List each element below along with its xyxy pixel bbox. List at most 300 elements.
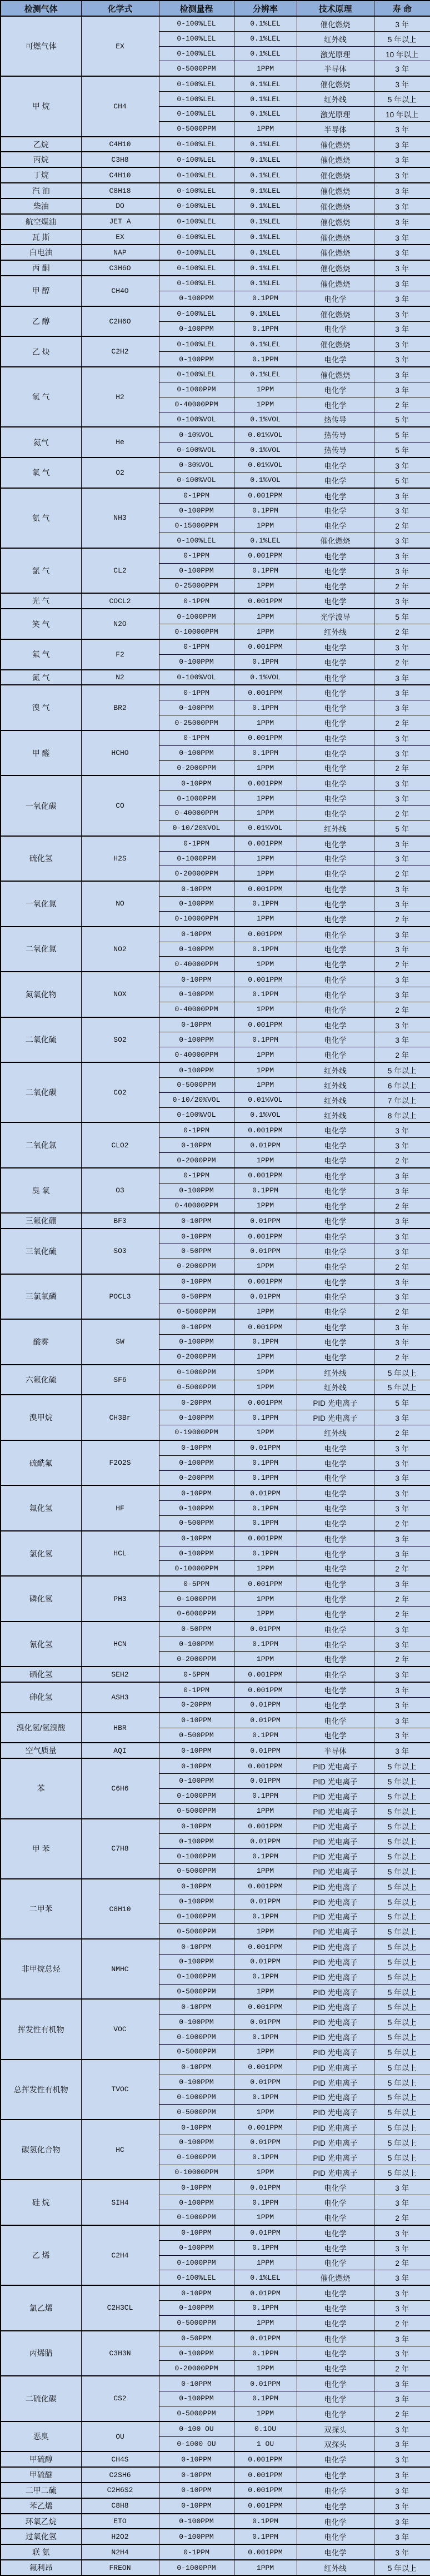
range-cell: 0-10PPM xyxy=(159,881,234,896)
resolution-cell: 0.1PPM xyxy=(234,1501,297,1516)
range-cell: 0-1000PPM xyxy=(159,382,234,397)
table-row xyxy=(1,1168,430,1183)
formula-cell: F2O2S xyxy=(81,1440,159,1485)
gas-name-cell: 硅 烷 xyxy=(1,2180,81,2225)
resolution-cell: 0.1%VOL xyxy=(234,473,297,488)
principle-cell: 电化学 xyxy=(297,745,374,760)
lifespan-cell: 5 年以上 xyxy=(374,92,430,107)
lifespan-cell: 3 年 xyxy=(374,367,430,382)
resolution-cell: 0.01PPM xyxy=(234,2285,297,2300)
table-row xyxy=(1,167,430,183)
principle-cell: PID 光电离子 xyxy=(297,1894,374,1909)
range-cell: 0-20PPM xyxy=(159,1697,234,1712)
formula-cell: C7H8 xyxy=(81,1819,159,1879)
principle-cell: 电化学 xyxy=(297,1259,374,1274)
table-row xyxy=(1,1319,430,1334)
range-cell: 0-10PPM xyxy=(159,2180,234,2195)
table-row xyxy=(1,245,430,260)
range-cell: 0-1000PPM xyxy=(159,2255,234,2270)
resolution-cell: 0.01PPM xyxy=(234,2331,297,2346)
lifespan-cell: 3 年 xyxy=(374,16,430,31)
range-cell: 0-25000PPM xyxy=(159,578,234,593)
lifespan-cell: 2 年 xyxy=(374,1561,430,1576)
formula-cell: PH3 xyxy=(81,1576,159,1621)
header-formula: 化学式 xyxy=(81,1,159,16)
principle-cell: 电化学 xyxy=(297,1440,374,1455)
principle-cell: 电化学 xyxy=(297,1515,374,1530)
gas-name-cell: 二甲二硫 xyxy=(1,2483,81,2498)
formula-cell: POCL3 xyxy=(81,1274,159,1319)
range-cell: 0-5000PPM xyxy=(159,121,234,136)
lifespan-cell: 3 年 xyxy=(374,533,430,548)
formula-cell: O3 xyxy=(81,1168,159,1213)
range-cell: 0-15000PPM xyxy=(159,518,234,533)
principle-cell: 热传导 xyxy=(297,412,374,427)
resolution-cell: 0.001PPM xyxy=(234,2483,297,2498)
formula-cell: NAP xyxy=(81,245,159,260)
resolution-cell: 0.001PPM xyxy=(234,2544,297,2560)
range-cell: 0-1000PPM xyxy=(159,1365,234,1380)
resolution-cell: 1PPM xyxy=(234,2255,297,2270)
principle-cell: 催化燃烧 xyxy=(297,276,374,291)
principle-cell: 热传导 xyxy=(297,427,374,442)
range-cell: 0-100%LEL xyxy=(159,2270,234,2285)
range-cell: 0-5000PPM xyxy=(159,2315,234,2330)
formula-cell: H2O2 xyxy=(81,2529,159,2544)
range-cell: 0-40000PPM xyxy=(159,397,234,412)
lifespan-cell: 3 年 xyxy=(374,1667,430,1682)
resolution-cell: 0.01%VOL xyxy=(234,820,297,836)
table-body xyxy=(1,16,430,2575)
principle-cell: PID 光电离子 xyxy=(297,2030,374,2045)
formula-cell: C8H18 xyxy=(81,183,159,198)
table-row xyxy=(1,1440,430,1455)
lifespan-cell: 2 年 xyxy=(374,1592,430,1607)
range-cell: 0-100PPM xyxy=(159,942,234,957)
formula-cell: VOC xyxy=(81,1999,159,2059)
principle-cell: 电化学 xyxy=(297,2285,374,2300)
range-cell: 0-10PPM xyxy=(159,927,234,942)
resolution-cell: 0.1%LEL xyxy=(234,230,297,245)
table-row xyxy=(1,670,430,685)
principle-cell: 电化学 xyxy=(297,518,374,533)
table-row xyxy=(1,457,430,473)
resolution-cell: 0.1%LEL xyxy=(234,167,297,183)
resolution-cell: 0.1PPM xyxy=(234,2514,297,2529)
gas-name-cell: 二氧化硫 xyxy=(1,1017,81,1062)
range-cell: 0-100PPM xyxy=(159,1955,234,1970)
range-cell: 0-100%LEL xyxy=(159,260,234,276)
range-cell: 0-100PPM xyxy=(159,2346,234,2361)
lifespan-cell: 5 年以上 xyxy=(374,1819,430,1834)
gas-name-cell: 汽 油 xyxy=(1,183,81,198)
lifespan-cell: 3 年 xyxy=(374,2225,430,2240)
table-row xyxy=(1,881,430,896)
range-cell: 0-5000PPM xyxy=(159,1077,234,1092)
principle-cell: PID 光电离子 xyxy=(297,1879,374,1894)
lifespan-cell: 3 年 xyxy=(374,1440,430,1455)
table-row xyxy=(1,1622,430,1637)
range-cell: 0-100%LEL xyxy=(159,106,234,121)
resolution-cell: 0.001PPM xyxy=(234,2498,297,2514)
table-row xyxy=(1,685,430,700)
resolution-cell: 0.001PPM xyxy=(234,1879,297,1894)
range-cell: 0-40000PPM xyxy=(159,806,234,821)
principle-cell: 电化学 xyxy=(297,1274,374,1289)
resolution-cell: 1PPM xyxy=(234,1062,297,1077)
principle-cell: 电化学 xyxy=(297,397,374,412)
table-row xyxy=(1,775,430,790)
range-cell: 0-1000PPM xyxy=(159,609,234,624)
resolution-cell: 0.001PPM xyxy=(234,2120,297,2135)
table-row xyxy=(1,2451,430,2467)
resolution-cell: 0.01%VOL xyxy=(234,427,297,442)
principle-cell: 电化学 xyxy=(297,1198,374,1213)
lifespan-cell: 5 年 xyxy=(374,412,430,427)
lifespan-cell: 2 年 xyxy=(374,578,430,593)
gas-name-cell: 笑 气 xyxy=(1,609,81,639)
range-cell: 0-2000PPM xyxy=(159,1652,234,1667)
range-cell: 0-10PPM xyxy=(159,972,234,987)
range-cell: 0-100%LEL xyxy=(159,214,234,230)
resolution-cell: 1PPM xyxy=(234,382,297,397)
lifespan-cell: 3 年 xyxy=(374,700,430,715)
range-cell: 0-1PPM xyxy=(159,2544,234,2560)
gas-name-cell: 溴甲烷 xyxy=(1,1395,81,1440)
resolution-cell: 0.001PPM xyxy=(234,2451,297,2467)
range-cell: 0-50PPM xyxy=(159,1622,234,1637)
resolution-cell: 1PPM xyxy=(234,1864,297,1879)
lifespan-cell: 3 年 xyxy=(374,503,430,518)
resolution-cell: 1PPM xyxy=(234,1803,297,1818)
range-cell: 0-10PPM xyxy=(159,2060,234,2075)
lifespan-cell: 6 年以上 xyxy=(374,1077,430,1092)
lifespan-cell: 2 年 xyxy=(374,760,430,775)
resolution-cell: 0.1%LEL xyxy=(234,198,297,214)
resolution-cell: 0.001PPM xyxy=(234,1531,297,1546)
lifespan-cell: 3 年 xyxy=(374,382,430,397)
lifespan-cell: 5 年以上 xyxy=(374,2560,430,2575)
formula-cell: HCN xyxy=(81,1622,159,1667)
range-cell: 0-100PPM xyxy=(159,700,234,715)
lifespan-cell: 2 年 xyxy=(374,1304,430,1319)
range-cell: 0-100%LEL xyxy=(159,46,234,61)
formula-cell: C6H6 xyxy=(81,1758,159,1818)
table-row xyxy=(1,2331,430,2346)
lifespan-cell: 5 年以上 xyxy=(374,1939,430,1954)
lifespan-cell: 5 年以上 xyxy=(374,2105,430,2120)
lifespan-cell: 3 年 xyxy=(374,2195,430,2210)
resolution-cell: 0.01PPM xyxy=(234,2135,297,2150)
lifespan-cell: 2 年 xyxy=(374,1515,430,1530)
principle-cell: 电化学 xyxy=(297,1122,374,1137)
gas-name-cell: 氯 气 xyxy=(1,548,81,593)
range-cell: 0-1PPM xyxy=(159,730,234,745)
range-cell: 0-10PPM xyxy=(159,1758,234,1773)
resolution-cell: 1PPM xyxy=(234,1304,297,1319)
range-cell: 0-100PPM xyxy=(159,987,234,1002)
formula-cell: CH4S xyxy=(81,2451,159,2467)
range-cell: 0-50PPM xyxy=(159,1289,234,1304)
table-row xyxy=(1,137,430,152)
resolution-cell: 1PPM xyxy=(234,1259,297,1274)
lifespan-cell: 3 年 xyxy=(374,198,430,214)
resolution-cell: 0.1PPM xyxy=(234,563,297,578)
principle-cell: 电化学 xyxy=(297,1576,374,1591)
principle-cell: 电化学 xyxy=(297,1728,374,1743)
gas-name-cell: 苯 xyxy=(1,1758,81,1818)
principle-cell: 半导体 xyxy=(297,61,374,76)
principle-cell: 催化燃烧 xyxy=(297,198,374,214)
resolution-cell: 0.1PPM xyxy=(234,2529,297,2544)
resolution-cell: 0.01PPM xyxy=(234,1774,297,1789)
resolution-cell: 0.1%LEL xyxy=(234,31,297,46)
gas-name-cell: 氢 气 xyxy=(1,367,81,427)
range-cell: 0-10PPM xyxy=(159,2451,234,2467)
principle-cell: 电化学 xyxy=(297,791,374,806)
range-cell: 0-100PPM xyxy=(159,503,234,518)
gas-name-cell: 氦气 xyxy=(1,427,81,457)
formula-cell: NMHC xyxy=(81,1939,159,1999)
formula-cell: BF3 xyxy=(81,1213,159,1229)
range-cell: 0-1PPM xyxy=(159,685,234,700)
principle-cell: 电化学 xyxy=(297,1153,374,1168)
resolution-cell: 1PPM xyxy=(234,397,297,412)
lifespan-cell: 3 年 xyxy=(374,1274,430,1289)
principle-cell: 电化学 xyxy=(297,1183,374,1198)
resolution-cell: 0.001PPM xyxy=(234,1758,297,1773)
range-cell: 0-100PPM xyxy=(159,291,234,306)
principle-cell: PID 光电离子 xyxy=(297,1909,374,1924)
formula-cell: NH3 xyxy=(81,488,159,548)
range-cell: 0-10PPM xyxy=(159,2498,234,2514)
resolution-cell: 0.001PPM xyxy=(234,1319,297,1334)
table-row xyxy=(1,2498,430,2514)
range-cell: 0-100%VOL xyxy=(159,1107,234,1122)
table-row xyxy=(1,2376,430,2391)
table-row xyxy=(1,1122,430,1137)
resolution-cell: 0.01%VOL xyxy=(234,457,297,473)
resolution-cell: 0.001PPM xyxy=(234,1999,297,2014)
lifespan-cell: 3 年 xyxy=(374,851,430,866)
lifespan-cell: 5 年以上 xyxy=(374,1788,430,1803)
range-cell: 0-100%LEL xyxy=(159,306,234,321)
resolution-cell: 0.01PPM xyxy=(234,1622,297,1637)
principle-cell: 电化学 xyxy=(297,1168,374,1183)
range-cell: 0-1000PPM xyxy=(159,1788,234,1803)
lifespan-cell: 3 年 xyxy=(374,2544,430,2560)
resolution-cell: 0.01PPM xyxy=(234,2376,297,2391)
formula-cell: C4H10 xyxy=(81,167,159,183)
resolution-cell: 0.001PPM xyxy=(234,730,297,745)
lifespan-cell: 5 年以上 xyxy=(374,2060,430,2075)
resolution-cell: 0.1PPM xyxy=(234,2346,297,2361)
range-cell: 0-100%VOL xyxy=(159,442,234,457)
range-cell: 0-5000PPM xyxy=(159,1380,234,1395)
lifespan-cell: 5 年以上 xyxy=(374,1984,430,1999)
gas-name-cell: 二甲苯 xyxy=(1,1879,81,1939)
lifespan-cell: 3 年 xyxy=(374,214,430,230)
resolution-cell: 0.1%VOL xyxy=(234,670,297,685)
lifespan-cell: 5 年以上 xyxy=(374,1879,430,1894)
lifespan-cell: 3 年 xyxy=(374,2514,430,2529)
principle-cell: 热传导 xyxy=(297,442,374,457)
lifespan-cell: 3 年 xyxy=(374,1289,430,1304)
resolution-cell: 0.1%LEL xyxy=(234,336,297,351)
range-cell: 0-100%LEL xyxy=(159,167,234,183)
lifespan-cell: 3 年 xyxy=(374,593,430,609)
principle-cell: 激光原理 xyxy=(297,106,374,121)
gas-name-cell: 氟利昂 xyxy=(1,2560,81,2575)
range-cell: 0-100PPM xyxy=(159,1501,234,1516)
range-cell: 0-10000PPM xyxy=(159,624,234,639)
principle-cell: 电化学 xyxy=(297,578,374,593)
range-cell: 0-100%LEL xyxy=(159,230,234,245)
range-cell: 0-40000PPM xyxy=(159,957,234,972)
lifespan-cell: 3 年 xyxy=(374,2467,430,2483)
lifespan-cell: 3 年 xyxy=(374,1410,430,1425)
lifespan-cell: 3 年 xyxy=(374,1244,430,1259)
lifespan-cell: 3 年 xyxy=(374,457,430,473)
table-row xyxy=(1,214,430,230)
lifespan-cell: 5 年以上 xyxy=(374,1999,430,2014)
header-range: 检测量程 xyxy=(159,1,234,16)
range-cell: 0-100PPM xyxy=(159,352,234,367)
principle-cell: 电化学 xyxy=(297,1455,374,1470)
gas-name-cell: 甲硫醚 xyxy=(1,2467,81,2483)
formula-cell: C2H6S2 xyxy=(81,2483,159,2498)
table-row xyxy=(1,1062,430,1077)
table-row xyxy=(1,1713,430,1728)
range-cell: 0-10PPM xyxy=(159,1999,234,2014)
formula-cell: JET A xyxy=(81,214,159,230)
lifespan-cell: 3 年 xyxy=(374,2436,430,2451)
resolution-cell: 0.1%LEL xyxy=(234,137,297,152)
formula-cell: NO2 xyxy=(81,927,159,972)
gas-name-cell: 溴化氢/氢溴酸 xyxy=(1,1713,81,1743)
lifespan-cell: 2 年 xyxy=(374,1606,430,1621)
principle-cell: PID 光电离子 xyxy=(297,1758,374,1773)
lifespan-cell: 3 年 xyxy=(374,2391,430,2406)
lifespan-cell: 3 年 xyxy=(374,2376,430,2391)
range-cell: 0-10PPM xyxy=(159,1743,234,1758)
resolution-cell: 0.1PPM xyxy=(234,1515,297,1530)
resolution-cell: 0.1%LEL xyxy=(234,276,297,291)
lifespan-cell: 3 年 xyxy=(374,276,430,291)
range-cell: 0-100PPM xyxy=(159,1455,234,1470)
range-cell: 0-1000PPM xyxy=(159,2030,234,2045)
resolution-cell: 0.001PPM xyxy=(234,593,297,609)
range-cell: 0-10PPM xyxy=(159,1440,234,1455)
range-cell: 0-10PPM xyxy=(159,1213,234,1229)
principle-cell: 红外线 xyxy=(297,1062,374,1077)
formula-cell: EX xyxy=(81,230,159,245)
range-cell: 0-2000PPM xyxy=(159,760,234,775)
range-cell: 0-10PPM xyxy=(159,1229,234,1244)
resolution-cell: 1PPM xyxy=(234,1077,297,1092)
resolution-cell: 0.1%LEL xyxy=(234,183,297,198)
range-cell: 0-100PPM xyxy=(159,1410,234,1425)
lifespan-cell: 3 年 xyxy=(374,76,430,91)
principle-cell: 电化学 xyxy=(297,1304,374,1319)
principle-cell: 红外线 xyxy=(297,1425,374,1440)
principle-cell: 电化学 xyxy=(297,1017,374,1032)
principle-cell: 光学波导 xyxy=(297,609,374,624)
principle-cell: 电化学 xyxy=(297,881,374,896)
gas-name-cell: 乙 醇 xyxy=(1,306,81,337)
formula-cell: C3H8 xyxy=(81,152,159,167)
principle-cell: 电化学 xyxy=(297,1289,374,1304)
range-cell: 0-100%VOL xyxy=(159,473,234,488)
range-cell: 0-6000PPM xyxy=(159,1606,234,1621)
resolution-cell: 1PPM xyxy=(234,1606,297,1621)
formula-cell: NOX xyxy=(81,972,159,1017)
table-row xyxy=(1,2285,430,2300)
resolution-cell: 0.1PPM xyxy=(234,2391,297,2406)
lifespan-cell: 3 年 xyxy=(374,1183,430,1198)
formula-cell: EX xyxy=(81,16,159,76)
principle-cell: 红外线 xyxy=(297,1380,374,1395)
lifespan-cell: 3 年 xyxy=(374,2301,430,2316)
resolution-cell: 0.1%VOL xyxy=(234,442,297,457)
formula-cell: BR2 xyxy=(81,685,159,730)
gas-name-cell: 甲 苯 xyxy=(1,1819,81,1879)
principle-cell: PID 光电离子 xyxy=(297,1849,374,1864)
lifespan-cell: 3 年 xyxy=(374,1122,430,1137)
gas-name-cell: 氯乙烯 xyxy=(1,2285,81,2330)
range-cell: 0-5000PPM xyxy=(159,1984,234,1999)
range-cell: 0-10PPM xyxy=(159,1819,234,1834)
gas-name-cell: 甲 醛 xyxy=(1,730,81,775)
lifespan-cell: 3 年 xyxy=(374,137,430,152)
range-cell: 0-100%LEL xyxy=(159,367,234,382)
formula-cell: COCL2 xyxy=(81,593,159,609)
range-cell: 0-100 OU xyxy=(159,2421,234,2436)
lifespan-cell: 5 年 xyxy=(374,1395,430,1410)
principle-cell: PID 光电离子 xyxy=(297,1969,374,1984)
resolution-cell: 1PPM xyxy=(234,1984,297,1999)
lifespan-cell: 2 年 xyxy=(374,1259,430,1274)
resolution-cell: 1 OU xyxy=(234,2436,297,2451)
range-cell: 0-5000PPM xyxy=(159,1803,234,1818)
gas-name-cell: 三氧化硫 xyxy=(1,1229,81,1274)
principle-cell: 红外线 xyxy=(297,1092,374,1107)
lifespan-cell: 3 年 xyxy=(374,488,430,503)
lifespan-cell: 3 年 xyxy=(374,1576,430,1591)
principle-cell: 电化学 xyxy=(297,2301,374,2316)
resolution-cell: 1PPM xyxy=(234,957,297,972)
range-cell: 0-100%LEL xyxy=(159,16,234,31)
table-row xyxy=(1,2467,430,2483)
resolution-cell: 0.01PPM xyxy=(234,1834,297,1849)
gas-name-cell: 酸雾 xyxy=(1,1319,81,1364)
gas-name-cell: 磷化氢 xyxy=(1,1576,81,1621)
principle-cell: 电化学 xyxy=(297,2483,374,2498)
lifespan-cell: 3 年 xyxy=(374,987,430,1002)
lifespan-cell: 5 年以上 xyxy=(374,2150,430,2165)
lifespan-cell: 10 年以上 xyxy=(374,106,430,121)
resolution-cell: 0.01PPM xyxy=(234,1743,297,1758)
resolution-cell: 1PPM xyxy=(234,578,297,593)
principle-cell: 催化燃烧 xyxy=(297,137,374,152)
gas-name-cell: 溴 气 xyxy=(1,685,81,730)
formula-cell: DO xyxy=(81,198,159,214)
lifespan-cell: 5 年 xyxy=(374,473,430,488)
lifespan-cell: 2 年 xyxy=(374,806,430,821)
resolution-cell: 0.001PPM xyxy=(234,836,297,851)
table-row xyxy=(1,230,430,245)
gas-name-cell: 环氧乙烷 xyxy=(1,2514,81,2529)
